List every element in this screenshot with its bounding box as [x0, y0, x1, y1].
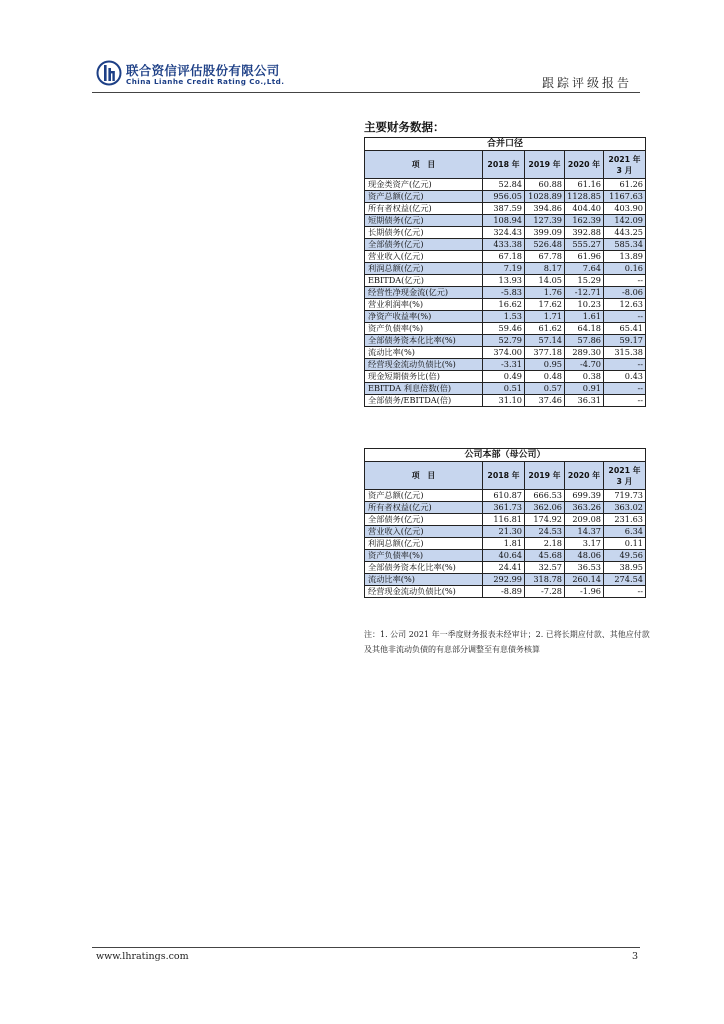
row-value: -12.71: [565, 287, 604, 299]
row-value: --: [604, 359, 646, 371]
table-row: [365, 526, 646, 538]
row-label: 流动比率(%): [365, 574, 483, 586]
row-value: 38.95: [604, 562, 646, 574]
row-value: 699.39: [565, 490, 604, 502]
row-value: 392.88: [565, 227, 604, 239]
row-value: 0.48: [525, 371, 565, 383]
row-label: 经营现金流动负债比(%): [365, 359, 483, 371]
row-value: 1028.89: [525, 191, 565, 203]
column-header-period: 2020 年: [565, 151, 604, 179]
row-value: 57.86: [565, 335, 604, 347]
row-value: 1.53: [483, 311, 525, 323]
row-label: 营业收入(亿元): [365, 251, 483, 263]
row-value: 403.90: [604, 203, 646, 215]
row-value: --: [604, 275, 646, 287]
row-value: 1.76: [525, 287, 565, 299]
row-value: 7.64: [565, 263, 604, 275]
table-row: [365, 514, 646, 526]
row-value: 526.48: [525, 239, 565, 251]
row-value: 61.26: [604, 179, 646, 191]
row-value: 48.06: [565, 550, 604, 562]
row-label: 现金类资产(亿元): [365, 179, 483, 191]
row-value: 292.99: [483, 574, 525, 586]
row-value: 274.54: [604, 574, 646, 586]
row-value: 24.41: [483, 562, 525, 574]
row-value: 13.89: [604, 251, 646, 263]
row-label: 流动比率(%): [365, 347, 483, 359]
row-label: 全部债务/EBITDA(倍): [365, 395, 483, 407]
table-header-row: [365, 462, 646, 490]
row-value: 231.63: [604, 514, 646, 526]
row-value: -3.31: [483, 359, 525, 371]
row-label: 所有者权益(亿元): [365, 203, 483, 215]
row-label: 全部债务(亿元): [365, 514, 483, 526]
row-value: 40.64: [483, 550, 525, 562]
table-header-row: [365, 151, 646, 179]
row-label: 所有者权益(亿元): [365, 502, 483, 514]
row-value: 363.02: [604, 502, 646, 514]
table-row: [365, 574, 646, 586]
row-value: 8.17: [525, 263, 565, 275]
column-header-period: 2018 年: [483, 151, 525, 179]
row-value: 2.18: [525, 538, 565, 550]
row-value: 374.00: [483, 347, 525, 359]
row-label: 现金短期债务比(倍): [365, 371, 483, 383]
table-row: [365, 550, 646, 562]
row-value: 12.63: [604, 299, 646, 311]
column-header-period: 2021 年 3 月: [604, 462, 646, 490]
row-value: 60.88: [525, 179, 565, 191]
table-caption-row: [365, 449, 646, 462]
column-header-period: 2018 年: [483, 462, 525, 490]
table-row: [365, 251, 646, 263]
row-value: 16.62: [483, 299, 525, 311]
row-value: 59.46: [483, 323, 525, 335]
report-type-label: 跟踪评级报告: [541, 76, 632, 90]
row-value: 14.05: [525, 275, 565, 287]
parent-company-financial-table: [364, 448, 646, 598]
table-row: [365, 215, 646, 227]
row-value: -4.70: [565, 359, 604, 371]
row-value: 404.40: [565, 203, 604, 215]
footer-url: www.lhratings.com: [96, 951, 189, 962]
row-value: 1.81: [483, 538, 525, 550]
table-row: [365, 502, 646, 514]
row-value: 61.62: [525, 323, 565, 335]
row-label: 全部债务(亿元): [365, 239, 483, 251]
row-value: 37.46: [525, 395, 565, 407]
row-value: 10.23: [565, 299, 604, 311]
row-value: 1.71: [525, 311, 565, 323]
row-value: 956.05: [483, 191, 525, 203]
table-row: [365, 562, 646, 574]
row-value: --: [604, 383, 646, 395]
row-value: --: [604, 311, 646, 323]
row-label: 全部债务资本化比率(%): [365, 335, 483, 347]
row-value: 116.81: [483, 514, 525, 526]
row-value: 0.51: [483, 383, 525, 395]
row-label: 净资产收益率(%): [365, 311, 483, 323]
row-value: 377.18: [525, 347, 565, 359]
row-value: 610.87: [483, 490, 525, 502]
row-value: 21.30: [483, 526, 525, 538]
row-value: 61.16: [565, 179, 604, 191]
row-value: 1.61: [565, 311, 604, 323]
row-value: 36.31: [565, 395, 604, 407]
footer-divider: [92, 947, 640, 948]
row-value: 59.17: [604, 335, 646, 347]
row-value: 31.10: [483, 395, 525, 407]
table-row: [365, 586, 646, 598]
row-value: -1.96: [565, 586, 604, 598]
row-label: 短期债务(亿元): [365, 215, 483, 227]
row-value: 32.57: [525, 562, 565, 574]
row-value: 61.96: [565, 251, 604, 263]
row-label: 利润总额(亿元): [365, 538, 483, 550]
row-value: 24.53: [525, 526, 565, 538]
row-label: 经营性净现金流(亿元): [365, 287, 483, 299]
table-row: [365, 383, 646, 395]
row-value: 555.27: [565, 239, 604, 251]
row-value: 324.43: [483, 227, 525, 239]
page-number: 3: [631, 951, 638, 962]
table-row: [365, 239, 646, 251]
row-label: 长期债务(亿元): [365, 227, 483, 239]
row-value: 52.79: [483, 335, 525, 347]
row-value: 318.78: [525, 574, 565, 586]
row-value: 387.59: [483, 203, 525, 215]
row-value: 52.84: [483, 179, 525, 191]
row-value: 6.34: [604, 526, 646, 538]
section-title: 主要财务数据：: [364, 120, 445, 134]
row-value: 49.56: [604, 550, 646, 562]
row-value: 15.29: [565, 275, 604, 287]
table-row: [365, 275, 646, 287]
row-value: 36.53: [565, 562, 604, 574]
column-header-item: 项 目: [365, 151, 483, 179]
row-value: 585.34: [604, 239, 646, 251]
table-row: [365, 203, 646, 215]
row-value: 57.14: [525, 335, 565, 347]
row-value: 1128.85: [565, 191, 604, 203]
table-row: [365, 179, 646, 191]
row-value: 0.16: [604, 263, 646, 275]
row-label: 资产负债率(%): [365, 550, 483, 562]
row-label: 利润总额(亿元): [365, 263, 483, 275]
row-value: 361.73: [483, 502, 525, 514]
row-value: -8.06: [604, 287, 646, 299]
row-value: 67.18: [483, 251, 525, 263]
row-label: EBITDA(亿元): [365, 275, 483, 287]
table-footnote: 注：1. 公司 2021 年一季度财务报表未经审计；2. 已将长期应付款、其他应付款及其他非流动负债的有息部分调整至有息债务核算: [364, 630, 650, 654]
table-caption-row: [365, 138, 646, 151]
row-value: 174.92: [525, 514, 565, 526]
table-row: [365, 395, 646, 407]
row-value: 0.57: [525, 383, 565, 395]
row-value: 394.86: [525, 203, 565, 215]
row-value: 162.39: [565, 215, 604, 227]
row-value: 0.11: [604, 538, 646, 550]
row-value: -7.28: [525, 586, 565, 598]
row-label: 资产负债率(%): [365, 323, 483, 335]
row-value: 142.09: [604, 215, 646, 227]
row-value: 45.68: [525, 550, 565, 562]
row-value: 433.38: [483, 239, 525, 251]
row-value: 0.91: [565, 383, 604, 395]
company-logo: [96, 60, 296, 90]
row-value: -8.89: [483, 586, 525, 598]
row-value: 14.37: [565, 526, 604, 538]
table-row: [365, 323, 646, 335]
table-row: [365, 335, 646, 347]
row-value: 362.06: [525, 502, 565, 514]
row-value: 64.18: [565, 323, 604, 335]
column-header-period: 2019 年: [525, 462, 565, 490]
table-caption: 合并口径: [365, 138, 646, 151]
table-row: [365, 347, 646, 359]
table-row: [365, 311, 646, 323]
table-row: [365, 227, 646, 239]
row-value: 0.49: [483, 371, 525, 383]
row-value: 0.38: [565, 371, 604, 383]
row-value: 0.43: [604, 371, 646, 383]
column-header-period: 2020 年: [565, 462, 604, 490]
row-value: 1167.63: [604, 191, 646, 203]
table-row: [365, 299, 646, 311]
table-row: [365, 359, 646, 371]
table-row: [365, 287, 646, 299]
row-value: 13.93: [483, 275, 525, 287]
company-name-cn: 联合资信评估股份有限公司: [126, 63, 280, 78]
column-header-period: 2021 年 3 月: [604, 151, 646, 179]
table-row: [365, 263, 646, 275]
table-row: [365, 538, 646, 550]
row-label: 营业利润率(%): [365, 299, 483, 311]
table-row: [365, 371, 646, 383]
row-value: 289.30: [565, 347, 604, 359]
row-value: 666.53: [525, 490, 565, 502]
row-value: 443.25: [604, 227, 646, 239]
row-value: 363.26: [565, 502, 604, 514]
row-value: 260.14: [565, 574, 604, 586]
row-value: 3.17: [565, 538, 604, 550]
row-value: 719.73: [604, 490, 646, 502]
row-value: 127.39: [525, 215, 565, 227]
row-value: 108.94: [483, 215, 525, 227]
row-label: 经营现金流动负债比(%): [365, 586, 483, 598]
row-label: 资产总额(亿元): [365, 191, 483, 203]
row-value: --: [604, 586, 646, 598]
row-value: 17.62: [525, 299, 565, 311]
column-header-period: 2019 年: [525, 151, 565, 179]
row-value: 67.78: [525, 251, 565, 263]
row-value: -5.83: [483, 287, 525, 299]
table-row: [365, 490, 646, 502]
row-label: EBITDA 利息倍数(倍): [365, 383, 483, 395]
row-value: 315.38: [604, 347, 646, 359]
column-header-item: 项 目: [365, 462, 483, 490]
consolidated-financial-table: [364, 137, 646, 407]
row-label: 全部债务资本化比率(%): [365, 562, 483, 574]
row-value: --: [604, 395, 646, 407]
row-value: 0.95: [525, 359, 565, 371]
row-value: 7.19: [483, 263, 525, 275]
table-caption: 公司本部（母公司）: [365, 449, 646, 462]
row-value: 399.09: [525, 227, 565, 239]
row-label: 资产总额(亿元): [365, 490, 483, 502]
row-value: 65.41: [604, 323, 646, 335]
company-name-en: China Lianhe Credit Rating Co.,Ltd.: [126, 77, 285, 86]
row-value: 209.08: [565, 514, 604, 526]
table-row: [365, 191, 646, 203]
header-divider: [92, 92, 640, 93]
lianhe-logo-icon: [96, 60, 122, 86]
row-label: 营业收入(亿元): [365, 526, 483, 538]
